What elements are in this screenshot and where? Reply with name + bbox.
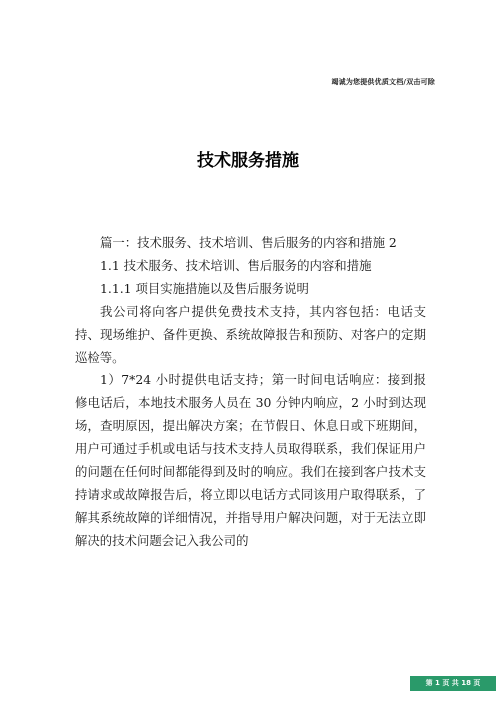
page-indicator: 第 1 页 共 18 页: [410, 676, 496, 691]
header-note: 竭诚为您提供优质文档/双击可除: [331, 78, 435, 86]
document-body: [75, 232, 426, 553]
paragraph-subsection-heading: 1.1.1 项目实施措施以及售后服务说明: [100, 280, 309, 296]
paragraph-phone-support: 1）7*24 小时提供电话支持；第一时间电话响应：接到报修电话后，本地技术服务人员在 30 分钟内响应，2 小时到达现场，查明原因，提出解决方案；在节假日、休息日或下班期间，用户可通过手机或电话与技术支持人员取得联系，我们保证用户的问题在任何时间都能得到及时的响应。我们在接到客户技术支持请求或故障报告后，将立即以电话方式同该用户取得联系，了解其系统故障的详细情况，并指导用户解决问题，对于无法立即解决的技术问题会记入我公司的: [75, 372, 426, 548]
paragraph-support-overview: 我公司将向客户提供免费技术支持，其内容包括：电话支持、现场维护、备件更换、系统故障报告和预防、对客户的定期巡检等。: [75, 303, 426, 365]
document-title: 技术服务措施: [197, 151, 299, 171]
paragraph-section-heading: 1.1 技术服务、技术培训、售后服务的内容和措施: [100, 257, 372, 273]
paragraph-article-intro: 篇一：技术服务、技术培训、售后服务的内容和措施 2: [100, 235, 397, 250]
